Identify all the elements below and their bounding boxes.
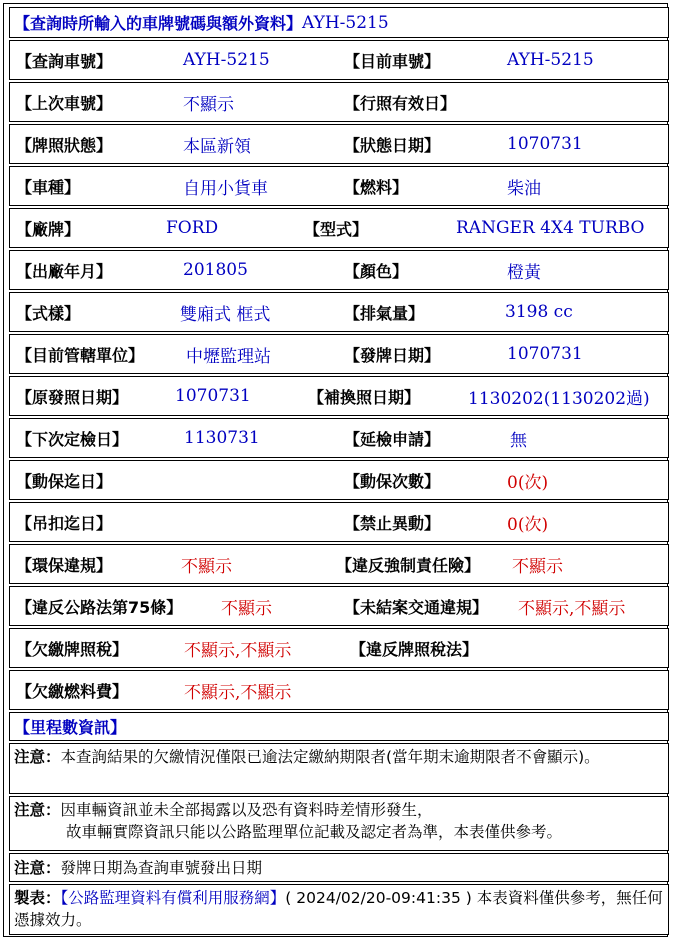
value-issue-date: 1070731 [507,344,583,364]
value-displacement: 3198 cc [505,302,573,322]
row-manufacture-date [9,250,669,290]
row-mileage [9,712,669,741]
value-fuel: 柴油 [507,178,541,199]
label-current-plate: 【目前車號】 [344,51,441,71]
label-license-tax: 【欠繳牌照稅】 [16,639,129,659]
label-license-valid-date: 【行照有效日】 [344,93,457,113]
value-compulsory-insurance: 不顯示 [512,556,563,577]
label-open-violations: 【未結案交通違規】 [344,597,489,617]
label-displacement: 【排氣量】 [344,303,425,323]
value-original-license-date: 1070731 [175,386,251,406]
value-next-inspection: 1130731 [184,428,260,448]
footer-text: ( 2024/02/20-09:41:35 ) 本表資料僅供參考，無任何憑據效力。 [14,889,663,929]
label-environmental: 【環保違規】 [16,555,113,575]
note-disclaimer-line2: 故車輛實際資訊只能以公路監理單位記載及認定者為準，本表僅供參考。 [66,823,563,841]
row-body-style [9,292,669,332]
label-fuel: 【燃料】 [344,177,409,197]
label-highway-act: 【違反公路法第75條】 [16,597,183,617]
row-fuel-fee [9,670,669,710]
label-color: 【顏色】 [344,261,409,281]
label-lien-count: 【動保次數】 [344,471,441,491]
label-model: 【型式】 [304,219,369,239]
value-transfer-ban: 0(次) [507,514,549,535]
label-plate-status: 【牌照狀態】 [16,135,113,155]
note-disclaimer-text1: 因車輛資訊並未全部揭露以及恐有資料時差情形發生， [60,801,433,819]
value-reissue-date: 1130202(1130202過) [468,388,650,409]
label-fuel-fee: 【欠繳燃料費】 [16,681,129,701]
row-license-tax [9,628,669,668]
value-inspection-extension: 無 [510,430,527,451]
note-disclaimer [9,796,669,851]
value-manufacture-date: 201805 [183,260,248,280]
value-brand: FORD [166,218,219,238]
value-plate-status: 本區新領 [183,136,251,157]
label-vehicle-type: 【車種】 [16,177,81,197]
label-issue-date: 【發牌日期】 [344,345,441,365]
label-brand: 【廠牌】 [16,219,81,239]
label-compulsory-insurance: 【違反強制責任險】 [336,555,481,575]
title-plate: AYH-5215 [302,12,389,33]
value-vehicle-type: 自用小貨車 [183,178,268,199]
row-jurisdiction [9,334,669,374]
label-previous-plate: 【上次車號】 [16,93,113,113]
note-arrears-tag: 注意： [14,748,61,766]
row-previous-plate [9,82,669,122]
value-highway-act: 不顯示 [221,598,272,619]
label-query-plate: 【查詢車號】 [16,51,113,71]
label-manufacture-date: 【出廠年月】 [16,261,113,281]
label-jurisdiction: 【目前管轄單位】 [16,345,145,365]
note-disclaimer-line1 [14,799,664,821]
value-query-plate: AYH-5215 [183,50,270,70]
row-lien-end [9,460,669,500]
note-issue-date [9,853,669,882]
row-highway-act [9,586,669,626]
mileage-heading: 【里程數資訊】 [14,718,127,737]
row-next-inspection [9,418,669,458]
label-transfer-ban: 【禁止異動】 [344,513,441,533]
note-disclaimer-tag: 注意： [14,801,61,819]
value-current-plate: AYH-5215 [507,50,594,70]
note-issue-date-text: 發牌日期為查詢車號發出日期 [60,858,263,877]
row-environmental [9,544,669,584]
title-row [9,7,669,38]
label-body-style: 【式樣】 [16,303,81,323]
value-previous-plate: 不顯示 [183,94,234,115]
value-license-tax: 不顯示,不顯示 [184,640,292,661]
footer-tag: 製表： [14,889,61,907]
note-arrears-text: 本查詢結果的欠繳情況僅限已逾法定繳納期限者(當年期末逾期限者不會顯示)。 [60,748,600,766]
label-inspection-extension: 【延檢申請】 [344,429,441,449]
value-jurisdiction: 中壢監理站 [186,346,271,367]
value-lien-count: 0(次) [507,472,549,493]
row-query-plate [9,40,669,80]
value-color: 橙黃 [507,262,541,283]
row-suspension-end [9,502,669,542]
row-plate-status [9,124,669,164]
label-original-license-date: 【原發照日期】 [16,387,129,407]
row-original-license-date [9,376,669,416]
note-arrears [9,743,669,794]
value-open-violations: 不顯示,不顯示 [518,598,626,619]
value-fuel-fee: 不顯示,不顯示 [184,682,292,703]
label-status-date: 【狀態日期】 [344,135,441,155]
label-lien-end: 【動保迄日】 [16,471,113,491]
label-next-inspection: 【下次定檢日】 [16,429,129,449]
value-model: RANGER 4X4 TURBO [456,218,645,238]
row-vehicle-type [9,166,669,206]
report-footer [9,884,669,935]
footer-service-link[interactable]: 【公路監理資料有償利用服務網】 [60,889,286,907]
label-license-tax-law: 【違反牌照稅法】 [350,639,479,659]
value-status-date: 1070731 [507,134,583,154]
value-environmental: 不顯示 [181,556,232,577]
page-title [14,8,389,37]
note-issue-date-tag: 注意： [14,858,61,877]
title-label: 【查詢時所輸入的車牌號碼與額外資料】 [14,14,303,33]
value-body-style: 雙廂式 框式 [180,304,271,325]
label-suspension-end: 【吊扣迄日】 [16,513,113,533]
row-brand [9,208,669,248]
label-reissue-date: 【補換照日期】 [308,387,421,407]
report-frame [3,3,668,937]
